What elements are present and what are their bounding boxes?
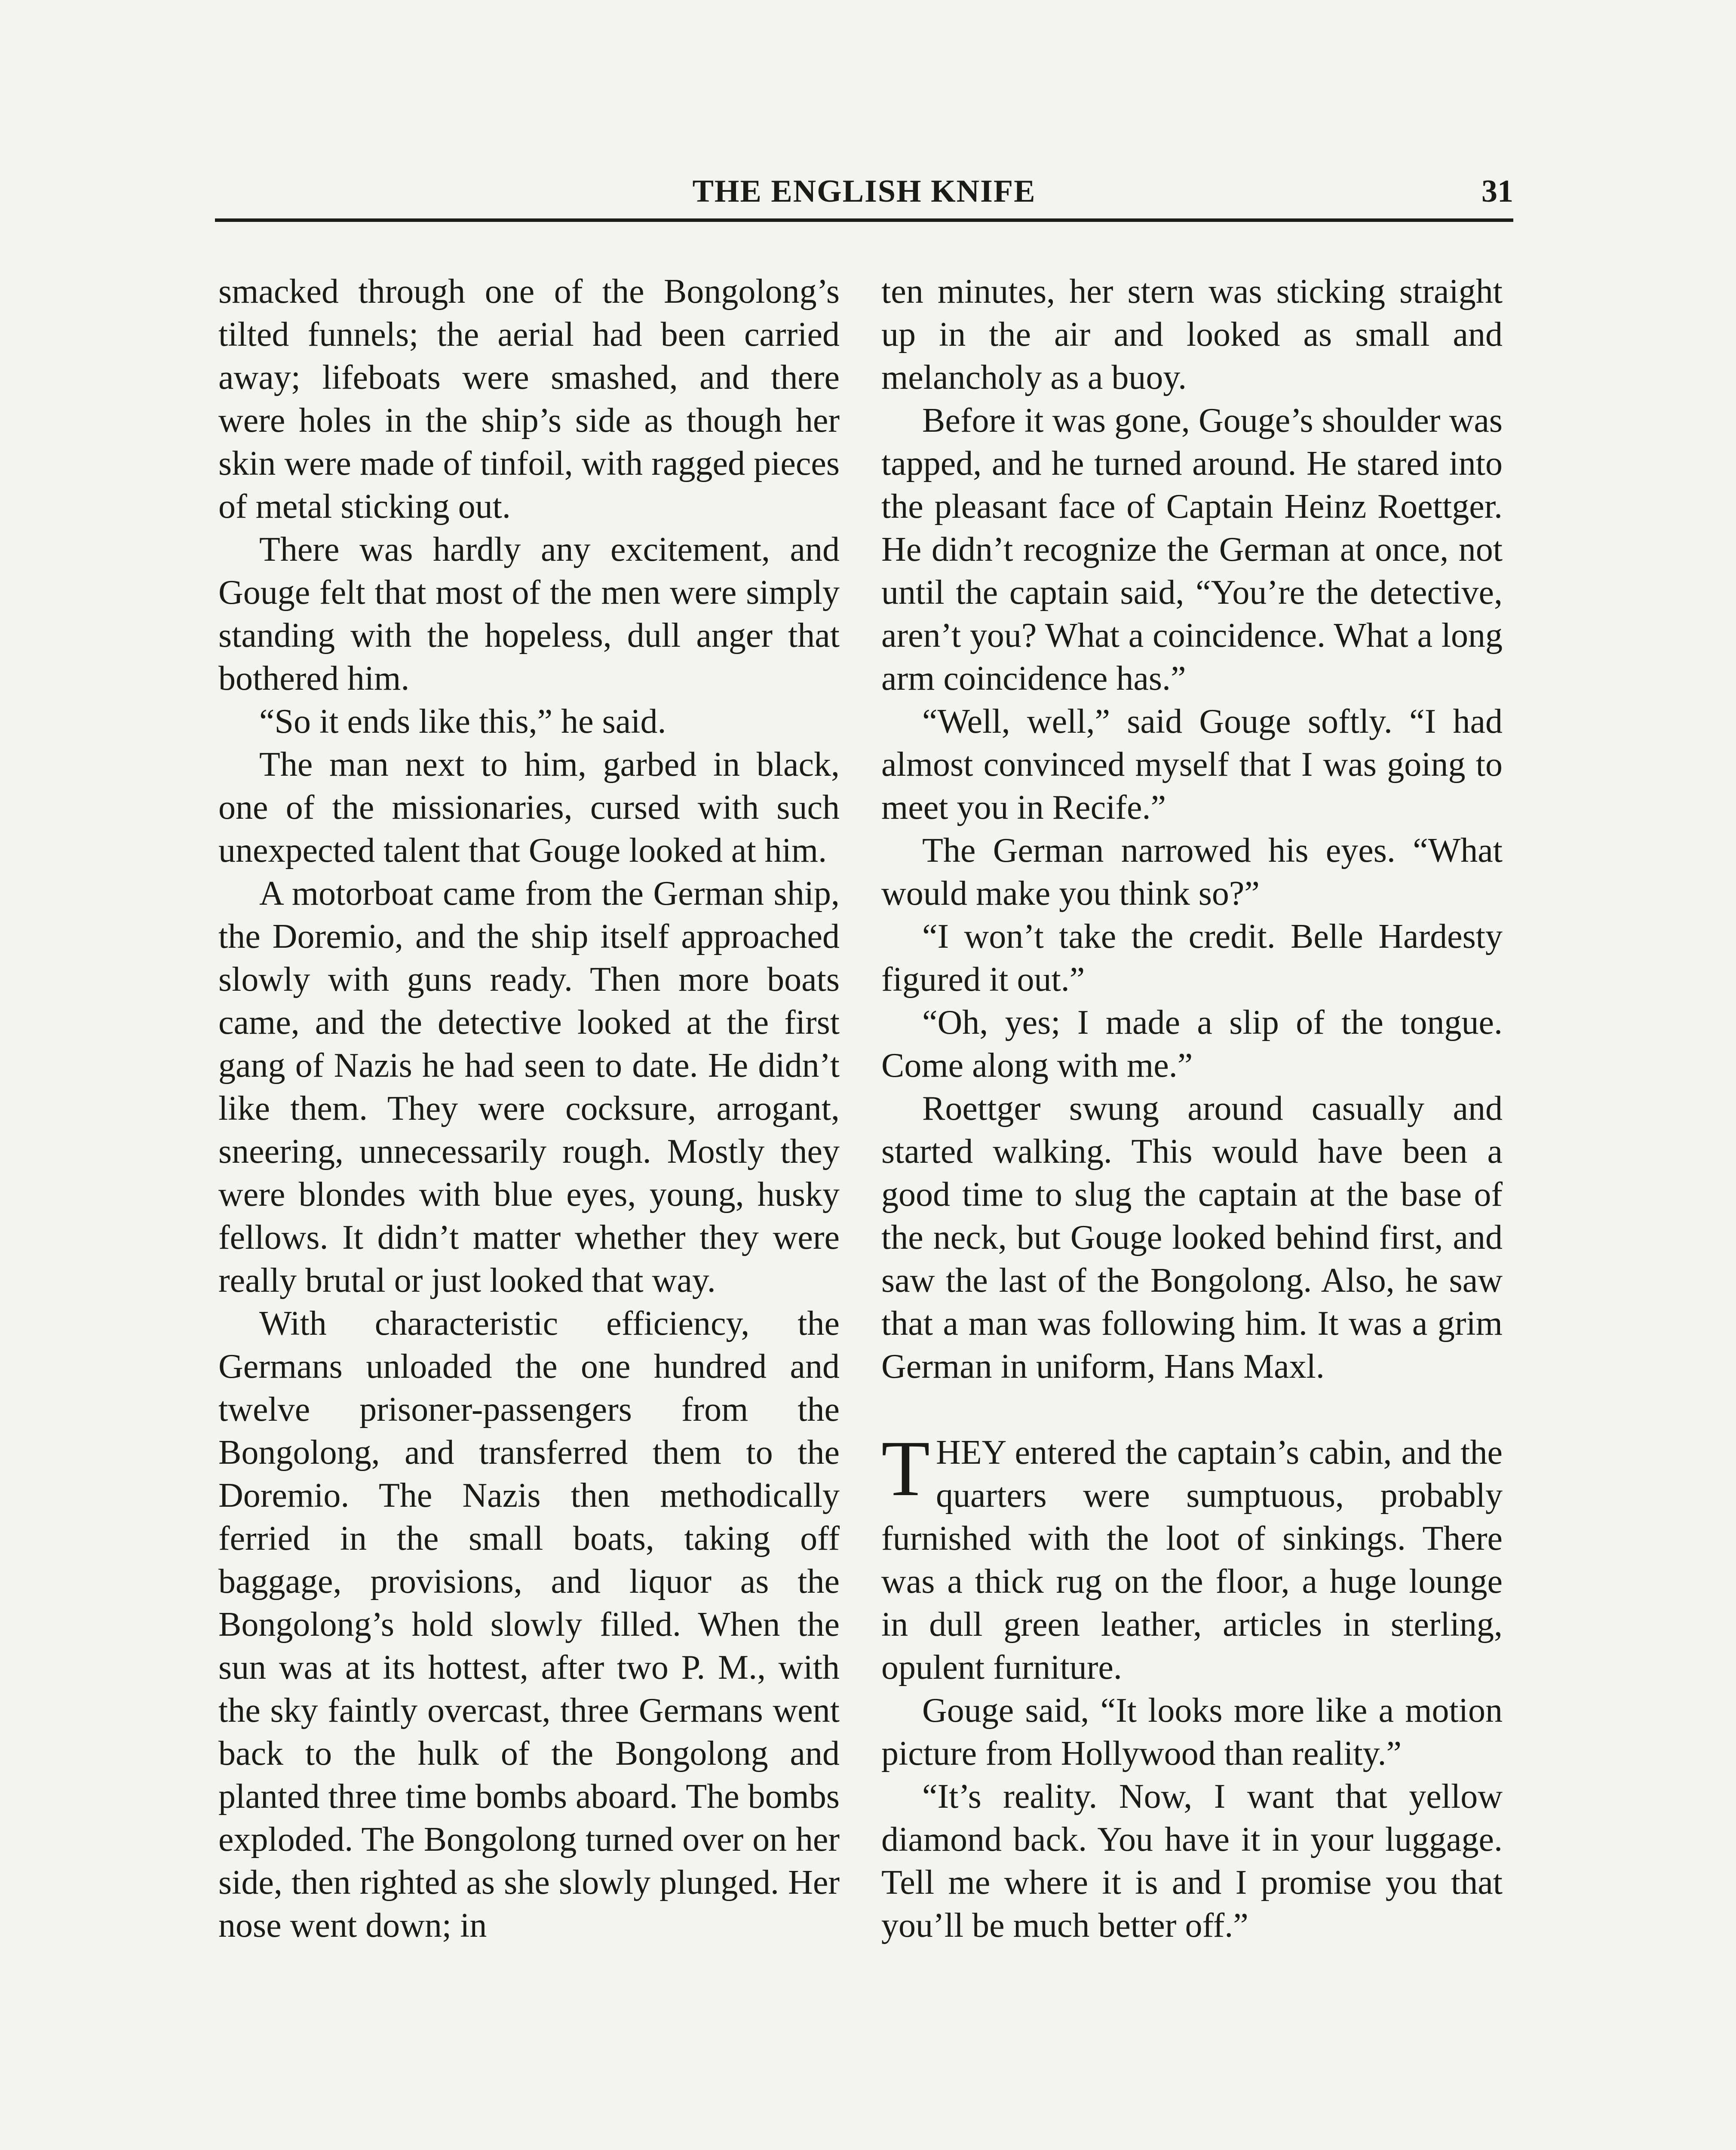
- running-title: THE ENGLISH KNIFE: [692, 174, 1036, 209]
- drop-cap: T: [881, 1425, 930, 1513]
- paragraph: The man next to him, garbed in black, one of the missionaries, cursed with such unexpected talent that Gouge looked at him.: [218, 746, 840, 869]
- paragraph: Gouge said, “It looks more like a motion picture from Hollywood than reality.”: [881, 1692, 1503, 1772]
- paragraph: There was hardly any excitement, and Gouge felt that most of the men were simply standing with the hopeless, dull anger that bothered him.: [218, 531, 840, 697]
- paragraph: The German narrowed his eyes. “What would make you think so?”: [881, 832, 1503, 912]
- header-rule: [215, 218, 1513, 222]
- paragraph: “So it ends like this,” he said.: [259, 703, 666, 740]
- opening-text: HEY entered the captain’s cabin, and the quarters were sumptuous, probably furnished with the loot of sinkings. There was a thick rug on the floor, a huge lounge in dull green leather, articles in sterling, opulent furniture.: [881, 1434, 1503, 1686]
- paragraph: Roettger swung around casually and started walking. This would have been a good time to slug the captain at the base of the neck, but Gouge looked behind first, and saw the last of the Bongolong. Also, he saw that a man was following him. It was a grim German in uniform, Hans Maxl.: [881, 1090, 1503, 1385]
- running-head: [215, 170, 1513, 217]
- paragraph: “I won’t take the credit. Belle Hardesty figured it out.”: [881, 918, 1503, 998]
- paragraph: “It’s reality. Now, I want that yellow diamond back. You have it in your luggage. Tell me where it is and I promise you that you’ll be much better off.”: [881, 1778, 1503, 1944]
- paragraph: smacked through one of the Bongolong’s tilted funnels; the aerial had been carried away; lifeboats were smashed, and there were holes in the ship’s side as though her skin were made of tinfoil, with ragged pieces of metal sticking out.: [218, 273, 840, 525]
- paragraph: Before it was gone, Gouge’s shoulder was tapped, and he turned around. He stared into the pleasant face of Captain Heinz Roettger. He didn’t recognize the German at once, not until the captain said, “You’re the detective, aren’t you? What a coincidence. What a long arm coincidence has.”: [881, 402, 1503, 697]
- paragraph: “Oh, yes; I made a slip of the tongue. Come along with me.”: [881, 1004, 1503, 1084]
- paragraph: “Well, well,” said Gouge softly. “I had almost convinced myself that I was going to meet you in Recife.”: [881, 703, 1503, 826]
- section-opening-paragraph: [881, 1425, 1503, 1689]
- page-number: 31: [1481, 174, 1513, 209]
- right-column: [881, 270, 1503, 1947]
- left-column: [218, 270, 840, 1947]
- section-break: [881, 1388, 1503, 1431]
- paragraph: ten minutes, her stern was sticking straight up in the air and looked as small and melancholy as a buoy.: [881, 273, 1503, 396]
- paragraph: With characteristic efficiency, the Germans unloaded the one hundred and twelve prisoner-passengers from the Bongolong, and transferred them to the Doremio. The Nazis then methodically ferried in the small boats, taking off baggage, provisions, and liquor as the Bongolong’s hold slowly filled. When the sun was at its hottest, after two P. M., with the sky faintly overcast, three Germans went back to the hulk of the Bongolong and planted three time bombs aboard. The bombs exploded. The Bongolong turned over on her side, then righted as she slowly plunged. Her nose went down; in: [218, 1305, 840, 1944]
- paragraph: A motorboat came from the German ship, the Doremio, and the ship itself approached slowly with guns ready. Then more boats came, and the detective looked at the first gang of Nazis he had seen to date. He didn’t like them. They were cocksure, arrogant, sneering, unnecessarily rough. Mostly they were blondes with blue eyes, young, husky fellows. It didn’t matter whether they were really brutal or just looked that way.: [218, 875, 840, 1299]
